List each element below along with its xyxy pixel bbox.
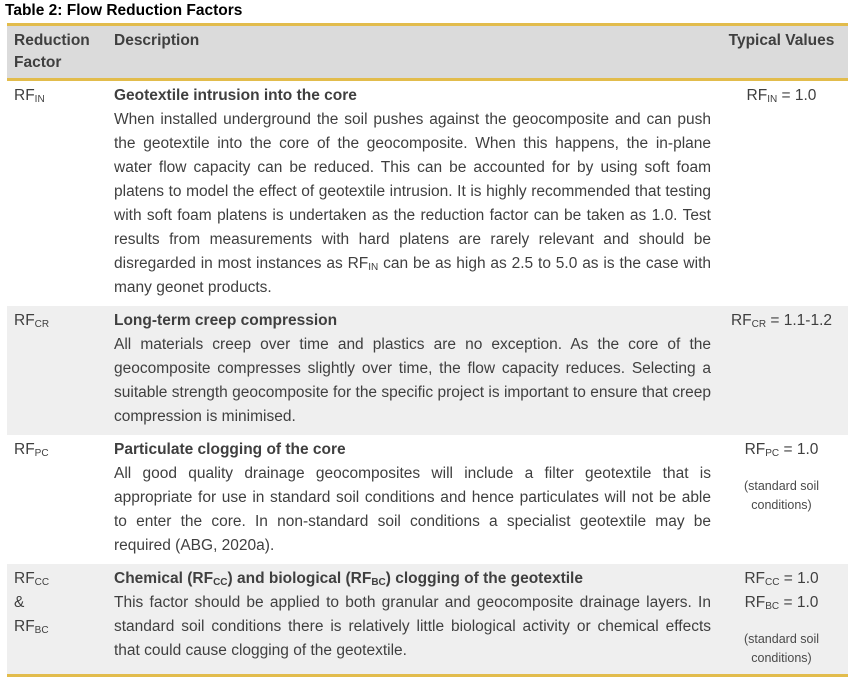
header-description: Description bbox=[114, 32, 200, 49]
values-cell bbox=[715, 438, 848, 558]
description-heading: Geotextile intrusion into the core bbox=[114, 87, 357, 104]
table-row-rfcc-rfbc bbox=[7, 564, 848, 674]
factor-cell bbox=[7, 567, 114, 668]
typical-value: $RF_{CR} = 1.1-1.2$ bbox=[730, 312, 833, 330]
factor-cell bbox=[7, 309, 114, 429]
description-body: When installed underground the soil pushes against the geocomposite and can push the geotextile into the core of the geocomposite. When this happens, the in-plane water flow capacity can be reduced. This can be accounted for by using soft foam platens to model the effect of geotextile intrusion. It is highly recommended that testing with soft foam platens is undertaken as the reduction factor can be taken as 1.0. Test results from measurements with hard platens are rarely relevant and should be disregarded in most instances as $RF_{IN}$ can be as high as 2.5 to 5.0 as is the case with many geonet products. bbox=[114, 111, 711, 296]
description-heading: Particulate clogging of the core bbox=[114, 441, 346, 458]
table-row-rfin bbox=[7, 81, 848, 306]
typical-value: $RF_{CC} = 1.0$ bbox=[744, 570, 819, 588]
typical-value: $RF_{IN} = 1.0$ bbox=[746, 87, 817, 105]
factor-label: $RF_{CC}$ bbox=[14, 570, 50, 588]
table-row-rfpc bbox=[7, 435, 848, 564]
document-page bbox=[0, 2, 850, 665]
factor-cell bbox=[7, 84, 114, 300]
factor-label: $RF_{BC}$ bbox=[14, 618, 49, 636]
description-cell bbox=[114, 84, 715, 300]
header-reduction-factor: Reduction Factor bbox=[14, 32, 90, 71]
table-row-rfcr bbox=[7, 306, 848, 435]
description-cell bbox=[114, 438, 715, 558]
header-typical-values: Typical Values bbox=[728, 32, 835, 49]
typical-value-note: (standard soil conditions) bbox=[743, 632, 820, 665]
values-cell bbox=[715, 309, 848, 429]
typical-value-note: (standard soil conditions) bbox=[743, 479, 820, 512]
table-caption: Table 2: Flow Reduction Factors bbox=[5, 2, 243, 19]
factor-label-ampersand: & bbox=[14, 594, 25, 611]
factor-label: $RF_{IN}$ bbox=[14, 87, 45, 105]
factor-cell bbox=[7, 438, 114, 558]
description-heading: Long-term creep compression bbox=[114, 312, 338, 329]
typical-value: $RF_{PC} = 1.0$ bbox=[744, 441, 819, 459]
table-header-row bbox=[7, 26, 848, 81]
description-heading: Chemical $(RF_{CC})$ and biological $(RF_{BC})$ clogging of the geotextile bbox=[114, 570, 583, 588]
description-cell bbox=[114, 309, 715, 429]
values-cell bbox=[715, 567, 848, 668]
factor-label: $RF_{PC}$ bbox=[14, 441, 49, 459]
typical-value: $RF_{BC} = 1.0$ bbox=[744, 594, 819, 612]
flow-reduction-factors-table bbox=[7, 23, 848, 677]
description-body: This factor should be applied to both granular and geocomposite drainage layers. In standard soil conditions there is relatively little biological activity or chemical effects that could cause clogging of the geotextile. bbox=[114, 594, 711, 659]
values-cell bbox=[715, 84, 848, 300]
description-body: All materials creep over time and plastics are no exception. As the core of the geocomposite compresses slightly over time, the flow capacity reduces. Selecting a suitable strength geocomposite for the specific project is important to ensure that creep compression is minimised. bbox=[114, 336, 711, 425]
description-body: All good quality drainage geocomposites will include a filter geotextile that is appropriate for use in standard soil conditions and hence particulates will not be able to enter the core. In non-standard soil conditions a specialist geotextile may be required (ABG, 2020a). bbox=[114, 465, 711, 554]
factor-label: $RF_{CR}$ bbox=[14, 312, 50, 330]
description-cell bbox=[114, 567, 715, 668]
